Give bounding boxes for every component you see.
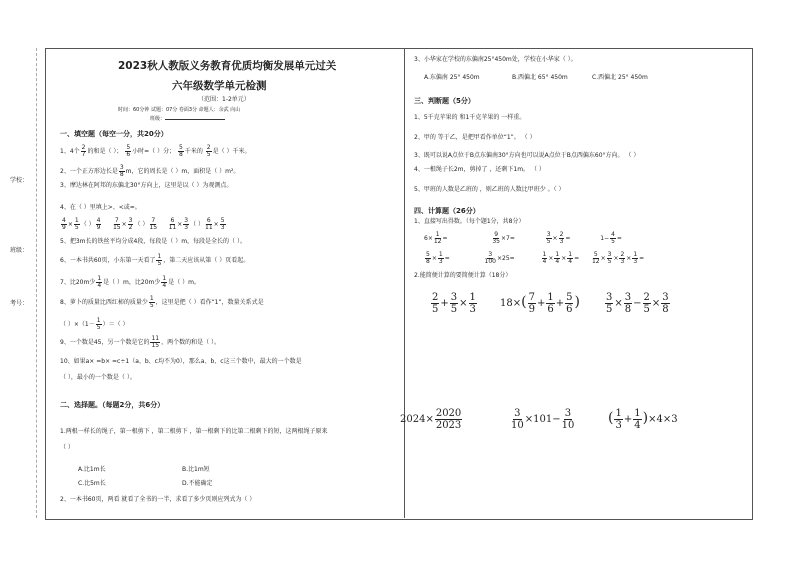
judge-3: 3、既可以说A点位于B点东偏南30°方向也可以说A点位于B点西偏东60°方向。 （ ） <box>414 152 640 159</box>
section-4-heading: 四、计算题（26分） <box>414 207 480 215</box>
judge-4: 4、一根绳子长2m，剪掉了 ，还剩下1m。 （ ） <box>414 166 545 173</box>
question-6: 6、一本书共60页，小东第一天看了 $\frac{1}{5}$ ，第二天应该从第（ ）页看起。 <box>60 253 250 267</box>
expression-4: 2024× $\frac{2020}{2023}$ <box>400 408 462 431</box>
calc-quick-row1: 6× $\frac{1}{12}$ = $\frac{9}{35}$ ×7= $\frac{3}{5}$ × $\frac{2}{3}$ = 1− $\frac{4}{5}$ = <box>424 231 622 245</box>
calc-2-instructions: 2.能简便计算的要简便计算（18分） <box>414 272 512 279</box>
question-10-cont: （ ），最小的一个数是（ ）。 <box>60 374 136 381</box>
side-exam-no-label: 考号： <box>10 300 29 307</box>
choice-1-opt-c: C.比5m长 <box>78 480 106 487</box>
expression-5: $\frac{3}{10}$ ×101− $\frac{3}{10}$ <box>511 408 575 431</box>
calc-quick-row2: $\frac{5}{8}$ × $\frac{1}{3}$ = $\frac{3}{100}$ ×25= $\frac{1}{4}$ × $\frac{1}{4}$ × $\frac{1}{4}$ = $\frac{5}{12}$ × $\frac{3}{5}$ × $\frac{2}{3}$ × $\frac{1}{3}$ = <box>426 251 645 265</box>
question-10: 10、如果a× =b× =c÷1（a、b、c均不为0），那么a、b、c这三个数中，最大的一个数是 <box>60 358 302 365</box>
choice-1-blank: （ ） <box>60 444 74 451</box>
expression-3: $\frac{3}{5}$ × $\frac{3}{8}$ − $\frac{2}{5}$ × $\frac{3}{8}$ <box>606 292 669 315</box>
question-4: 4、在（ ）里填上>、<或=。 <box>60 204 141 211</box>
judge-5: 5、甲班的人数是乙班的 ，则乙班的人数比甲班少 。（ ） <box>414 186 565 193</box>
choice-2: 2、一本书60页，两看 就看了全书的一半，求看了多少页则应列式为（ ） <box>60 496 256 503</box>
exam-info: 时间：60分钟 试题：07分 卷面3分 命题人：余武 向山 <box>118 107 241 113</box>
question-3: 3、摩达林在阿邦的东偏北30°方向上，这里是以（ ）为观测点。 <box>60 182 233 189</box>
binding-line <box>36 48 37 518</box>
section-2-heading: 二、选择题。（每题2分，共6分） <box>60 401 165 409</box>
exam-subtitle: 六年级数学单元检测 <box>172 80 267 92</box>
exam-title: 2023秋人教版义务教育优质均衡发展单元过关 <box>118 60 337 72</box>
expression-2: 18×( $\frac{7}{9}$ + $\frac{1}{6}$ + $\frac{5}{6}$ ) <box>500 292 580 315</box>
judge-2: 2、甲的 等于乙，是把甲看作单位“1”。 （ ） <box>414 134 536 141</box>
expression-1: $\frac{2}{5}$ + $\frac{3}{5}$ × $\frac{1}{3}$ <box>432 292 476 315</box>
question-8: 8、萝卜的质量比西红柿的质量少 $\frac{1}{5}$ ，这里是把（ ）看作“1”，数量关系式是 <box>60 295 264 309</box>
class-name-line <box>150 115 225 123</box>
question-9: 9、一个数是45，另一个数是它的 $\frac{11}{15}$ ，两个数的和是（ ）。 <box>60 335 221 349</box>
choice-3: 3、小华家在学校的东偏南25°450m处，学校在小华家（ ）。 <box>414 56 577 63</box>
choice-1: 1.两根一样长的绳子，第一根剪下 ，第二根剪下 ，第一根剩下的比第二根剩下的短，这两根绳子原来 <box>60 428 328 435</box>
name-label: 班级： <box>150 116 166 122</box>
choice-1-opt-b: B.比1m短 <box>182 466 210 473</box>
side-school-label: 学校： <box>10 177 29 184</box>
choice-1-opt-a: A.比1m长 <box>78 466 106 473</box>
exam-range: （范围：1-2单元） <box>198 96 250 103</box>
question-7: 7、比20m少 $\frac{1}{4}$ 是（ ）m，比20m少 $\frac{1}{4}$ 是（ ）m。 <box>60 275 200 289</box>
question-5: 5、把3m长的铁丝平均分成4段，每段是（ ）m，每段是全长的（ ）。 <box>60 238 246 245</box>
choice-1-opt-d: D.不能确定 <box>182 480 213 487</box>
choice-3-opt-c: C.西偏北 25° 450m <box>592 74 648 81</box>
column-divider <box>404 48 405 518</box>
question-2: 2、一个正方形边长是 $\frac{3}{8}$ m，它的周长是（ ）m，面积是（ ）m²。 <box>60 164 240 178</box>
judge-1: 1、5千克苹果的 和1千克苹果的 一样重。 <box>414 114 526 121</box>
section-3-heading: 三、判断题（5分） <box>414 97 475 105</box>
section-1-heading: 一、填空题（每空一分，共20分） <box>60 130 168 138</box>
choice-3-opt-a: A.东偏南 25° 450m <box>424 74 480 81</box>
side-class-label: 班级： <box>10 247 29 254</box>
choice-3-opt-b: B.西偏北 65° 450m <box>512 74 568 81</box>
question-8-cont: （ ）×（1－ $\frac{1}{5}$ ）＝（ ） <box>60 317 129 331</box>
calc-1-instructions: 1、直接写出得数。（每个题1分，共8分） <box>414 218 525 225</box>
expression-6: ( $\frac{1}{3}$ + $\frac{1}{4}$ )×4×3 <box>608 408 678 431</box>
question-4-items: $\frac{4}{9}$ × $\frac{1}{5}$ （ ） $\frac{4}{9}$ $\frac{7}{15}$ × $\frac{3}{2}$ （ ） $\frac{7}{15}$ $\frac{6}{11}$ × $\frac{3}{3}$ （ ） $\frac{6}{11}$ × $\frac{5}{3}$ <box>62 217 225 231</box>
question-1: 1、4个 $\frac{2}{7}$ 的和是（ ）； $\frac{5}{6}$ 小时=（ ）分； $\frac{5}{8}$ 千米的 $\frac{2}{5}$ 是（ ）千米。 <box>60 144 251 158</box>
